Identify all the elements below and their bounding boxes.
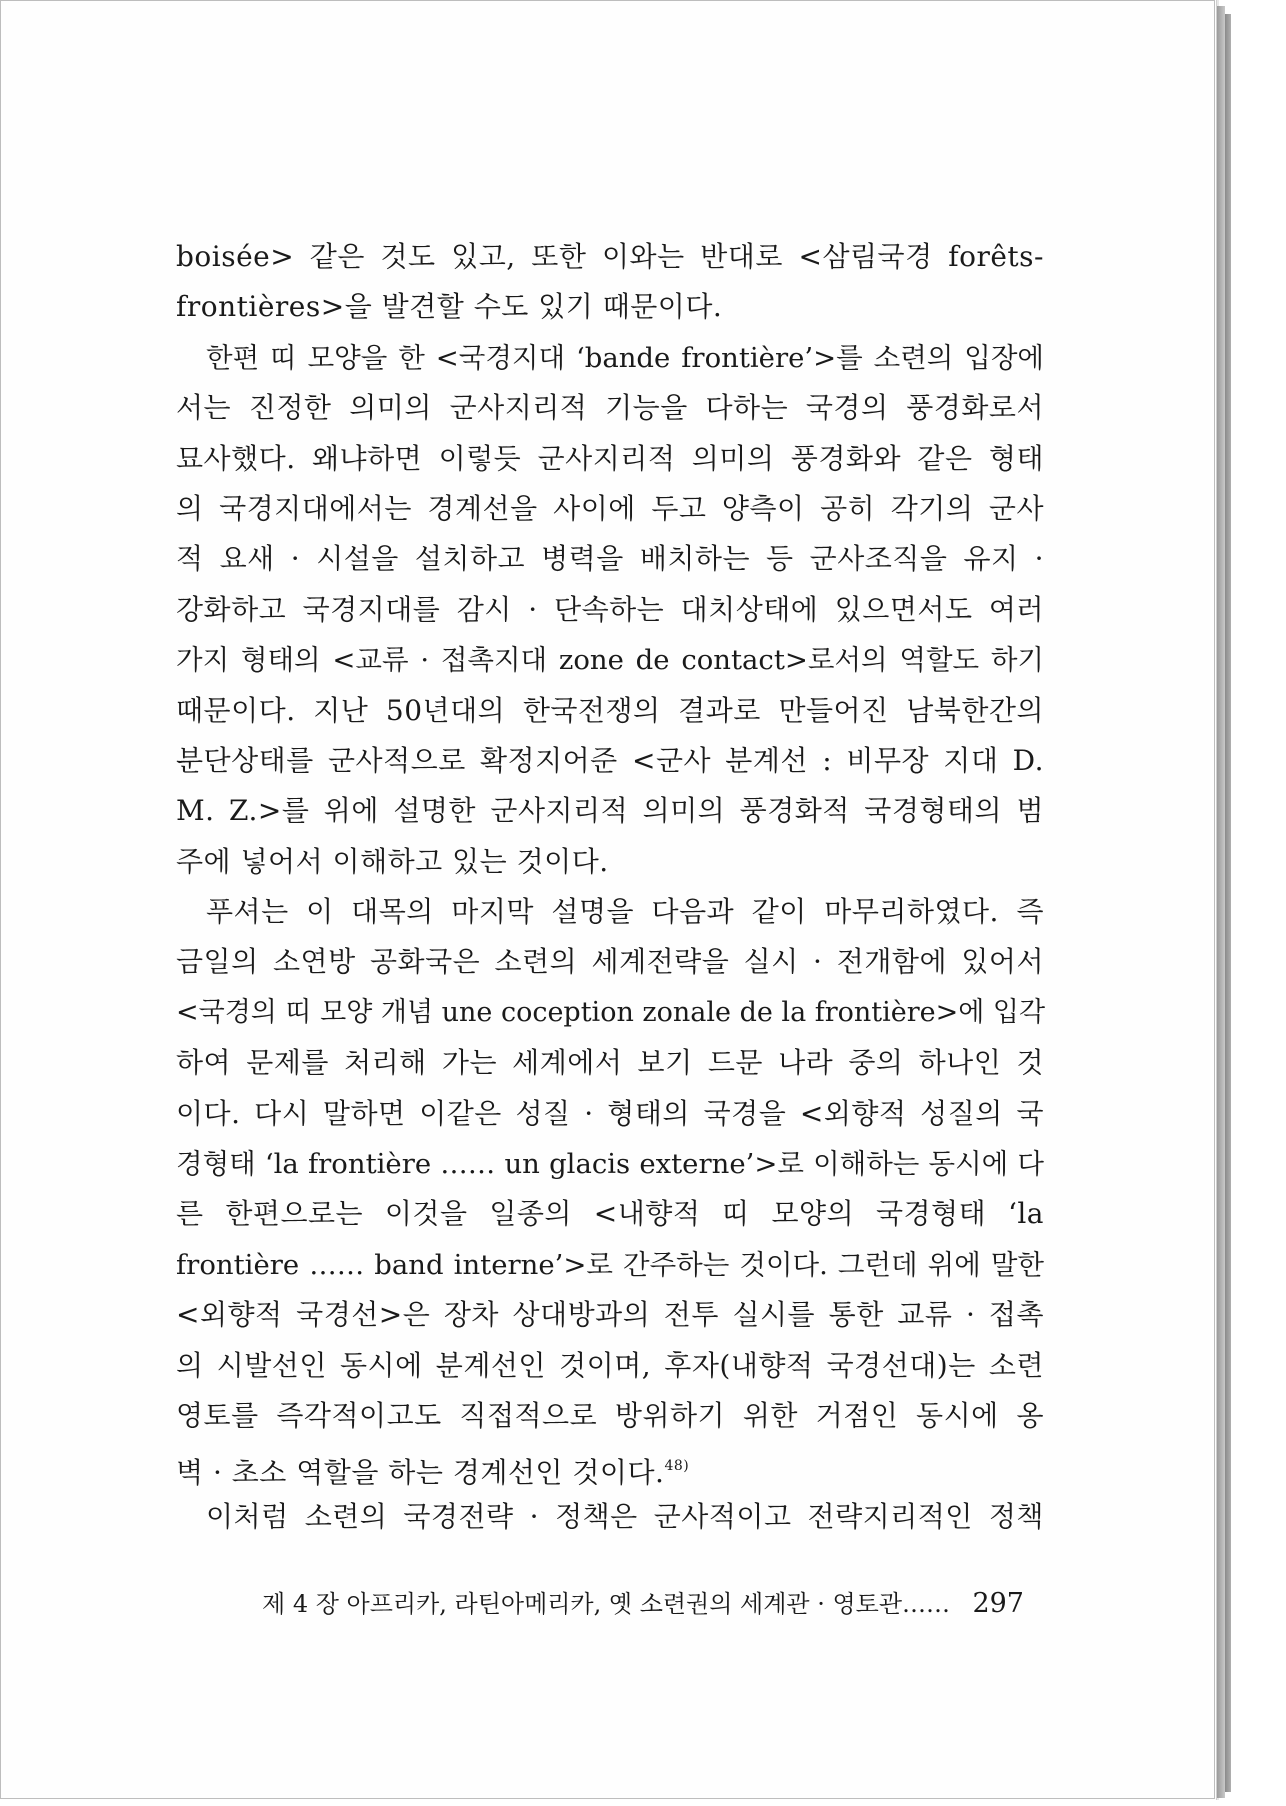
text-line: 때문이다. 지난 50년대의 한국전쟁의 결과로 만들어진 남북한간의 bbox=[176, 693, 1044, 727]
text-line: 묘사했다. 왜냐하면 이렇듯 군사지리적 의미의 풍경화와 같은 형태 bbox=[176, 441, 1044, 475]
footnote-reference: 48) bbox=[664, 1458, 690, 1475]
text-line: 서는 진정한 의미의 군사지리적 기능을 다하는 국경의 풍경화로서 bbox=[176, 391, 1044, 425]
text-line: 이다. 다시 말하면 이같은 성질 · 형태의 국경을 <외향적 성질의 국 bbox=[176, 1096, 1044, 1130]
text-line: 의 국경지대에서는 경계선을 사이에 두고 양측이 공히 각기의 군사 bbox=[176, 491, 1044, 525]
text-line: 가지 형태의 <교류 · 접촉지대 zone de contact>로서의 역할도 하기 bbox=[176, 644, 1044, 677]
body-text bbox=[176, 232, 1044, 1542]
text-line: 하여 문제를 처리해 가는 세계에서 보기 드문 나라 중의 하나인 것 bbox=[176, 1046, 1044, 1080]
text-line: frontière …… band interne’>로 간주하는 것이다. 그런데 위에 말한 bbox=[176, 1248, 1044, 1281]
text-line: 푸셔는 이 대목의 마지막 설명을 다음과 같이 마무리하였다. 즉 bbox=[206, 895, 1044, 929]
text-line: 분단상태를 군사적으로 확정지어준 <군사 분계선 : 비무장 지대 D. bbox=[176, 743, 1044, 777]
text-line: 른 한편으로는 이것을 일종의 <내향적 띠 모양의 국경형태 ‘la bbox=[176, 1197, 1044, 1231]
text-line: 경형태 ‘la frontière …… un glacis externe’>로 이해하는 동시에 다 bbox=[176, 1148, 1044, 1181]
text-line: frontières>을 발견할 수도 있기 때문이다. bbox=[176, 290, 723, 324]
text-line-with-footnote bbox=[176, 1441, 1044, 1491]
text-line: <외향적 국경선>은 장차 상대방과의 전투 실시를 통한 교류 · 접촉 bbox=[176, 1298, 1044, 1332]
text-line: 한편 띠 모양을 한 <국경지대 ‘bande frontière’>를 소련의 입장에 bbox=[206, 341, 1044, 374]
page-stack-edge-shadow bbox=[1225, 14, 1231, 1792]
text-line: 영토를 즉각적이고도 직접적으로 방위하기 위한 거점인 동시에 옹 bbox=[176, 1398, 1044, 1432]
page-number: 297 bbox=[972, 1588, 1024, 1619]
text-line: 주에 넣어서 이해하고 있는 것이다. bbox=[176, 844, 609, 878]
text-line: 이처럼 소련의 국경전략 · 정책은 군사적이고 전략지리적인 정책 bbox=[206, 1499, 1044, 1533]
text-line: M. Z.>를 위에 설명한 군사지리적 의미의 풍경화적 국경형태의 범 bbox=[176, 794, 1044, 828]
text-line: 적 요새 · 시설을 설치하고 병력을 배치하는 등 군사조직을 유지 · bbox=[176, 542, 1044, 576]
page-stack-edge bbox=[1217, 6, 1225, 1798]
text-line: 강화하고 국경지대를 감시 · 단속하는 대치상태에 있으면서도 여러 bbox=[176, 592, 1044, 626]
running-footer bbox=[262, 1586, 1024, 1622]
text-line: 의 시발선인 동시에 분계선인 것이며, 후자(내향적 국경선대)는 소련 bbox=[176, 1348, 1044, 1382]
text-line: 금일의 소연방 공화국은 소련의 세계전략을 실시 · 전개함에 있어서 bbox=[176, 945, 1044, 979]
text-line: <국경의 띠 모양 개념 une coception zonale de la frontière>에 입각 bbox=[176, 996, 1046, 1028]
text-line: boisée> 같은 것도 있고, 또한 이와는 반대로 <삼림국경 forêts- bbox=[176, 240, 1044, 273]
running-title: 제 4 장 아프리카, 라틴아메리카, 옛 소련권의 세계관 · 영토관…… bbox=[262, 1590, 951, 1618]
text-line: 벽 · 초소 역할을 하는 경계선인 것이다. bbox=[176, 1456, 665, 1490]
